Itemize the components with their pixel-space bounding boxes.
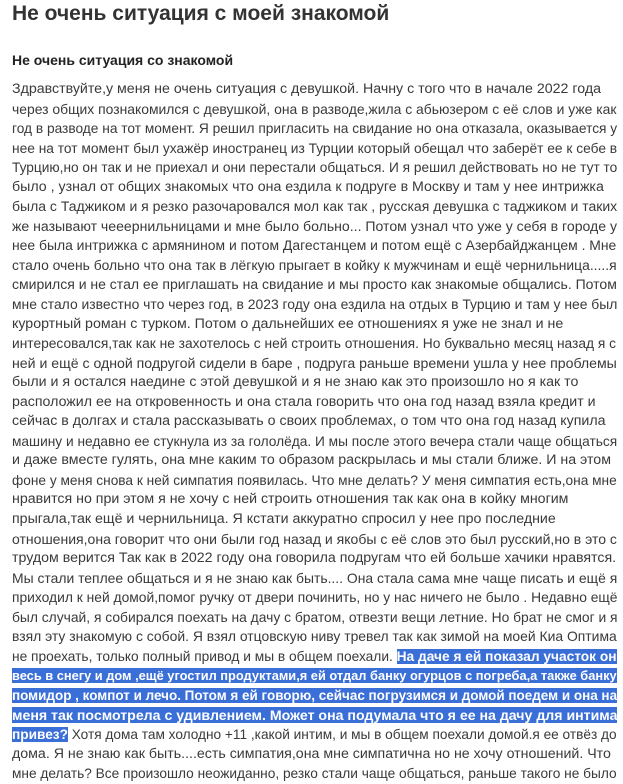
text-line (12, 217, 617, 237)
text-segment: интересовался,так как не захотелось с ней строить отношения. Но буквально месяц назад я с (12, 336, 617, 352)
text-segment: было , узнал от общих знакомых что она ездила к подруге в Москву и там у нее интрижка (12, 178, 604, 195)
text-segment: год в разводе на тот момент. Я решил пригласить на свидание но она отказала, оказывается у (12, 121, 618, 137)
text-line (12, 158, 617, 178)
text-line (12, 373, 617, 393)
text-segment: прыгала,так ещё и чернильница. Я кстати аккуратно спросил у нее про последние (12, 511, 556, 528)
text-segment: курортный роман с турком. Потом о дальнейших ее отношениях я уже не знал и не (12, 315, 564, 332)
text-segment: не проехать, только полный привод и мы в общем поехали. (12, 648, 397, 664)
selected-text: весь в снегу и дом ,ещё угостил продуктами,я ей отдал банку огурцов с погреба,а также банку (12, 668, 617, 684)
text-line (12, 275, 617, 295)
text-segment: нравится но при этом я не хочу с ней строить отношения так как она в койку многим (12, 491, 569, 508)
text-segment: отношения,она говорит что они были год назад и якобы с её слов это был русский,но в это с (12, 530, 617, 547)
text-line (12, 139, 617, 159)
text-line (12, 764, 617, 784)
selected-text: меня так посмотрела с удивлением. Может она подумала что я ее на дачу для интима (12, 706, 618, 723)
text-line (12, 490, 617, 510)
text-line (12, 236, 617, 256)
text-line (12, 647, 617, 667)
text-line (12, 432, 617, 452)
text-segment: были и я остался наедине с этой девушкой и я не знаю как это произошло но я как то (12, 374, 579, 391)
selected-text: На даче я ей показал участок он (396, 648, 617, 664)
text-line (12, 315, 617, 335)
text-line (12, 588, 617, 608)
text-segment: ней и ещё с одной подругой сидели в баре , подруга раньше времени ушла у нее проблемы (12, 354, 617, 371)
text-segment: нее была интрижка с армянином и потом Дагестанцем и потом ещё с Азербайджанцем . Мне (12, 237, 617, 254)
text-line (12, 471, 617, 491)
text-segment: Хотя дома там холодно +11 ,какой интим, и мы в общем поехали домой.я ее отвёз до (67, 727, 617, 743)
text-line (12, 725, 617, 745)
post-body[interactable] (12, 80, 617, 784)
text-line (12, 334, 617, 354)
text-line (12, 627, 617, 647)
text-line (12, 295, 617, 315)
text-line (12, 256, 617, 276)
text-line (12, 393, 617, 413)
text-segment: взял эту знакомую с собой. Я взял отцовскую ниву тревел так как зимой на моей Киа Оптима (12, 628, 617, 645)
text-line (12, 686, 617, 706)
text-segment: был случай, я собирался поехать на дачу с братом, отвезти вещи летние. Но брат не смог и я (12, 608, 618, 625)
text-segment: стало очень больно что она так в лёгкую прыгает в койку к мужчинам и ещё чернильница.....я (12, 256, 617, 273)
selected-text: помидор , компот и лечо. Потом я ей говорю, сейчас погрузимся и домой поедем и она на (12, 687, 618, 703)
text-line (12, 451, 617, 471)
text-segment: через общих познакомился с девушкой, она в разводе,жила с абьюзером с её слов и уже как (12, 100, 617, 117)
text-segment: смирился и не стал ее приглашать на свидание и мы просто как знакомые общались. Потом (12, 276, 617, 293)
text-line (12, 178, 617, 198)
text-segment: приходил к ней домой,помог ручку от двери починить, но у нас ничего не было . Недавно ещё (12, 589, 618, 606)
text-segment: Здравствуйте,у меня не очень ситуация с девушкой. Начну с того что в начале 2022 года (12, 81, 602, 97)
text-line (12, 569, 617, 589)
text-line (12, 412, 617, 432)
text-segment: нее на тот момент был ухажёр иностранец из Турции который обещал что заберёт ее к себе в (12, 140, 618, 156)
selected-text: привез? (12, 727, 68, 743)
text-segment: расположил ее на откровенность и она стала говорить что она год назад взяла кредит и (12, 393, 596, 410)
text-line (12, 510, 617, 530)
text-segment: машину и недавно ее стукнула из за гололёда. И мы после этого вечера стали чаще общаться (12, 433, 618, 449)
text-line (12, 745, 617, 765)
text-line (12, 354, 617, 374)
text-line (12, 197, 617, 217)
text-line (12, 706, 617, 726)
text-segment: была с Таджиком и я резко разочаровался мол как так , русская девушка с таджиком и таких (12, 198, 618, 215)
text-line (12, 666, 617, 686)
text-segment: сейчас в долгах и стала рассказывать о своих проблемах, о том что она год назад купила (12, 413, 606, 430)
text-segment: Турцию,но он так и не приехал и они перестали общаться. И я решил действовать но не тут то (12, 160, 618, 176)
text-line (12, 119, 617, 139)
text-segment: мне стало известно что через год, в 2023 году она ездила на отдых в Турцию и там у нее был (12, 296, 618, 313)
text-segment: же называют чееернильницами и мне было больно... Потом узнал что уже у себя в городе у (12, 217, 618, 234)
text-line (12, 100, 617, 120)
text-segment: фоне у меня снова к ней симпатия появилась. Что мне делать? У меня симпатия есть,она мне (12, 472, 617, 488)
text-line (12, 530, 617, 550)
post-title: Не очень ситуация со знакомой (12, 52, 234, 68)
text-segment: дома. Я не знаю как быть....есть симпатия,она мне симпатична но не хочу отношений. Что (12, 745, 611, 762)
page-title: Не очень ситуация с моей знакомой (12, 2, 390, 25)
text-segment: и даже вместе гулять, она мне каким то образом раскрылась и мы стали ближе. И на этом (12, 452, 611, 469)
text-segment: Мы стали теплее общаться и я не знаю как быть.... Она стала сама мне чаще писать и ещё я (12, 569, 618, 586)
text-segment: мне делать? Все произошло неожиданно, резко стали чаще общаться, раньше такого не было (12, 766, 617, 782)
text-line (12, 80, 617, 100)
text-line (12, 549, 617, 569)
text-line (12, 608, 617, 628)
text-segment: трудом верится Так как в 2022 году она говорила подругам что ей больше хачики нравятся. (12, 550, 617, 567)
